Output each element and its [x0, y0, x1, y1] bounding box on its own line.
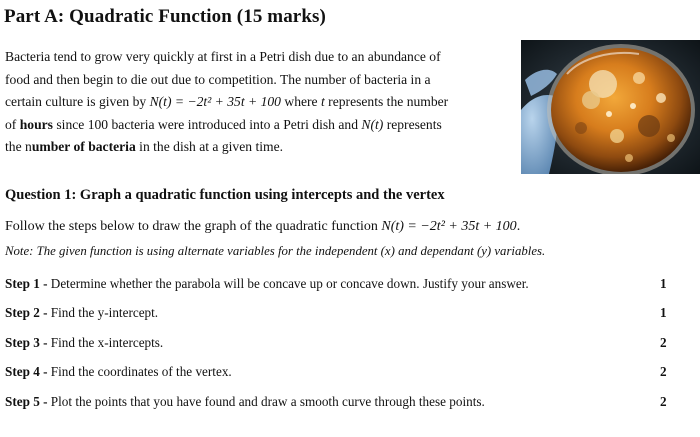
step-4-text: Find the coordinates of the vertex. — [47, 364, 232, 379]
intro-line-5-pre: the n — [5, 139, 32, 154]
step-2-marks: 1 — [660, 305, 667, 320]
question-note: Note: The given function is using alternate variables for the independent (x) and dependant (y) variables. — [5, 244, 546, 258]
intro-line-1: Bacteria tend to grow very quickly at first in a Petri dish due to an abundance of — [5, 49, 441, 64]
intro-line-4-mid: since 100 bacteria were introduced into a Petri dish and — [52, 116, 362, 132]
step-5-label: Step 5 - — [5, 394, 48, 409]
intro-line-3 — [5, 91, 515, 114]
step-4-label: Step 4 - — [5, 364, 48, 379]
quadratic-function-equation: N(t) = −2t² + 35t + 100 — [381, 219, 517, 234]
step-4 — [5, 364, 232, 380]
intro-line-2: food and then begin to die out due to competition. The number of bacteria in a — [5, 71, 431, 87]
intro-line-5-post: in the dish at a given time. — [135, 139, 284, 154]
question-title: Question 1: Graph a quadratic function using intercepts and the vertex — [5, 187, 445, 203]
petri-dish-icon — [521, 40, 700, 174]
intro-line-4 — [5, 114, 515, 137]
step-2-label: Step 2 - — [5, 305, 48, 320]
variable-t: t — [321, 94, 325, 109]
step-4-marks: 2 — [660, 364, 667, 379]
question-instructions — [5, 219, 520, 235]
step-2-text: Find the y-intercept. — [47, 305, 159, 320]
intro-line-3-post1: where — [280, 94, 321, 109]
intro-paragraph — [5, 46, 515, 159]
intro-line-3-post2: represents the number — [324, 94, 449, 109]
instructions-period: . — [516, 219, 521, 234]
step-3-text: Find the x-intercepts. — [47, 335, 164, 350]
step-2 — [5, 305, 158, 321]
step-5 — [5, 394, 485, 410]
step-1-text: Determine whether the parabola will be concave up or concave down. Justify your answer. — [47, 276, 529, 291]
intro-line-5 — [5, 136, 515, 159]
intro-line-4-post: represents — [383, 116, 442, 132]
step-1-label: Step 1 - — [5, 276, 48, 291]
hours-emphasis: hours — [19, 116, 53, 132]
part-title: Part A: Quadratic Function (15 marks) — [4, 6, 326, 27]
step-3-marks: 2 — [660, 335, 667, 350]
bacteria-function-equation: N(t) = −2t² + 35t + 100 — [149, 94, 281, 109]
petri-dish-photo — [521, 40, 700, 174]
step-1-marks: 1 — [660, 276, 667, 291]
step-3-label: Step 3 - — [5, 335, 48, 350]
step-3 — [5, 335, 163, 351]
step-5-marks: 2 — [660, 394, 667, 409]
intro-line-4-pre: of — [5, 116, 20, 132]
number-of-bacteria-emphasis: umber of bacteria — [31, 139, 136, 154]
intro-line-3-pre: certain culture is given by — [5, 94, 150, 109]
step-1 — [5, 276, 529, 292]
function-n-of-t: N(t) — [361, 116, 384, 132]
instructions-text: Follow the steps below to draw the graph of the quadratic function — [5, 219, 382, 234]
step-5-text: Plot the points that you have found and draw a smooth curve through these points. — [47, 394, 485, 409]
